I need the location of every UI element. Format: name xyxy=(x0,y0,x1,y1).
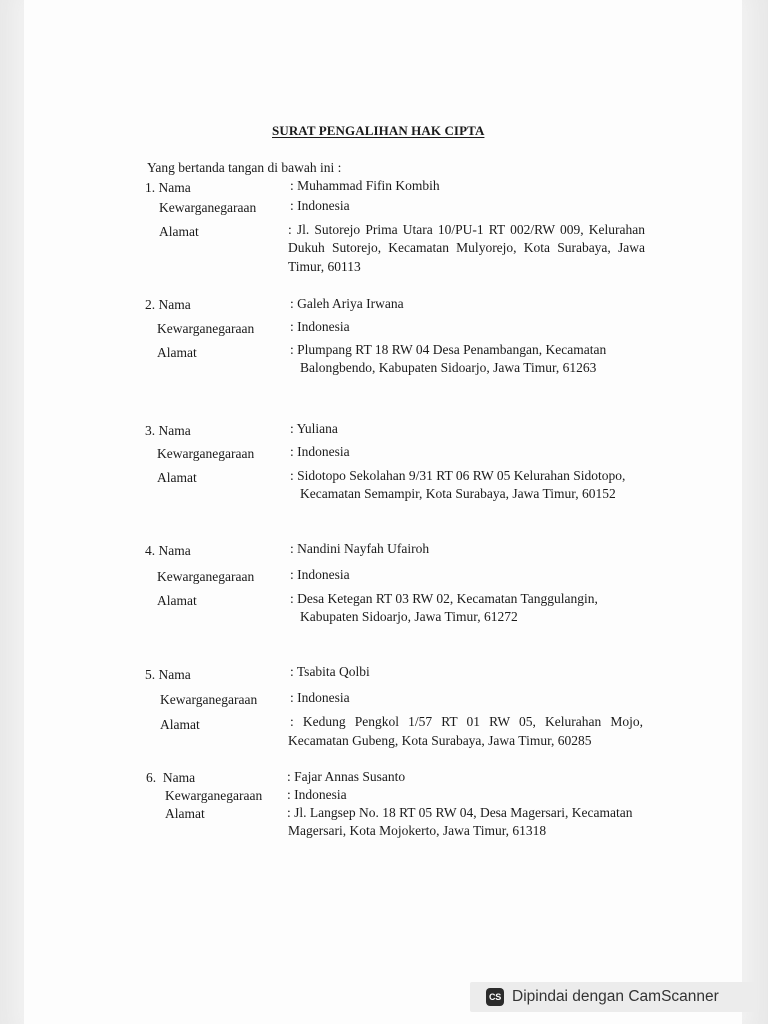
intro-text: Yang bertanda tangan di bawah ini : xyxy=(147,160,342,175)
camscanner-logo-icon: CS xyxy=(486,988,504,1006)
nationality-label: Kewarganegaraan xyxy=(157,446,255,461)
address-label: Alamat xyxy=(165,806,205,821)
nationality-value: : Indonesia xyxy=(290,690,350,705)
address-line: Timur, 60113 xyxy=(288,259,361,274)
nationality-value: : Indonesia xyxy=(290,444,350,459)
address-line: Kecamatan Gubeng, Kota Surabaya, Jawa Timur, 60285 xyxy=(288,733,592,748)
address-line: : Jl. Sutorejo Prima Utara 10/PU-1 RT 002/RW 009, Kelurahan xyxy=(288,222,645,237)
camscanner-text: Dipindai dengan CamScanner xyxy=(512,988,719,1005)
address-line: : Plumpang RT 18 RW 04 Desa Penambangan, Kecamatan xyxy=(290,342,607,357)
name-label: 4. Nama xyxy=(145,543,191,558)
address-label: Alamat xyxy=(157,593,197,608)
name-value: : Nandini Nayfah Ufairoh xyxy=(290,541,430,556)
address-label: Alamat xyxy=(159,224,199,239)
address-line: Balongbendo, Kabupaten Sidoarjo, Jawa Timur, 61263 xyxy=(300,360,597,375)
nationality-value: : Indonesia xyxy=(287,787,347,802)
address-line: Dukuh Sutorejo, Kecamatan Mulyorejo, Kota Surabaya, Jawa xyxy=(288,240,645,255)
address-line: : Jl. Langsep No. 18 RT 05 RW 04, Desa Magersari, Kecamatan xyxy=(287,805,633,820)
address-line: Magersari, Kota Mojokerto, Jawa Timur, 61318 xyxy=(288,823,547,838)
nationality-label: Kewarganegaraan xyxy=(165,788,263,803)
name-label: 5. Nama xyxy=(145,667,191,682)
document-page xyxy=(24,0,742,1024)
name-value: : Tsabita Qolbi xyxy=(290,664,370,679)
name-label: 1. Nama xyxy=(145,180,191,195)
nationality-value: : Indonesia xyxy=(290,567,350,582)
address-line: : Sidotopo Sekolahan 9/31 RT 06 RW 05 Kelurahan Sidotopo, xyxy=(290,468,626,483)
name-label: 3. Nama xyxy=(145,423,191,438)
nationality-label: Kewarganegaraan xyxy=(160,692,258,707)
address-line: : Desa Ketegan RT 03 RW 02, Kecamatan Tanggulangin, xyxy=(290,591,598,606)
address-line: Kabupaten Sidoarjo, Jawa Timur, 61272 xyxy=(300,609,518,624)
address-label: Alamat xyxy=(160,717,200,732)
nationality-value: : Indonesia xyxy=(290,319,350,334)
name-value: : Muhammad Fifin Kombih xyxy=(290,178,440,193)
address-line: : Kedung Pengkol 1/57 RT 01 RW 05, Kelurahan Mojo, xyxy=(290,714,643,729)
address-label: Alamat xyxy=(157,345,197,360)
nationality-label: Kewarganegaraan xyxy=(157,569,255,584)
name-label: 2. Nama xyxy=(145,297,191,312)
nationality-label: Kewarganegaraan xyxy=(157,321,255,336)
address-line: Kecamatan Semampir, Kota Surabaya, Jawa Timur, 60152 xyxy=(300,486,616,501)
camscanner-badge xyxy=(470,982,757,1012)
name-value: : Galeh Ariya Irwana xyxy=(290,296,404,311)
name-value: : Yuliana xyxy=(290,421,338,436)
nationality-label: Kewarganegaraan xyxy=(159,200,257,215)
address-label: Alamat xyxy=(157,470,197,485)
document-title: SURAT PENGALIHAN HAK CIPTA xyxy=(272,123,485,138)
name-label: 6. Nama xyxy=(146,770,196,785)
nationality-value: : Indonesia xyxy=(290,198,350,213)
name-value: : Fajar Annas Susanto xyxy=(287,769,406,784)
